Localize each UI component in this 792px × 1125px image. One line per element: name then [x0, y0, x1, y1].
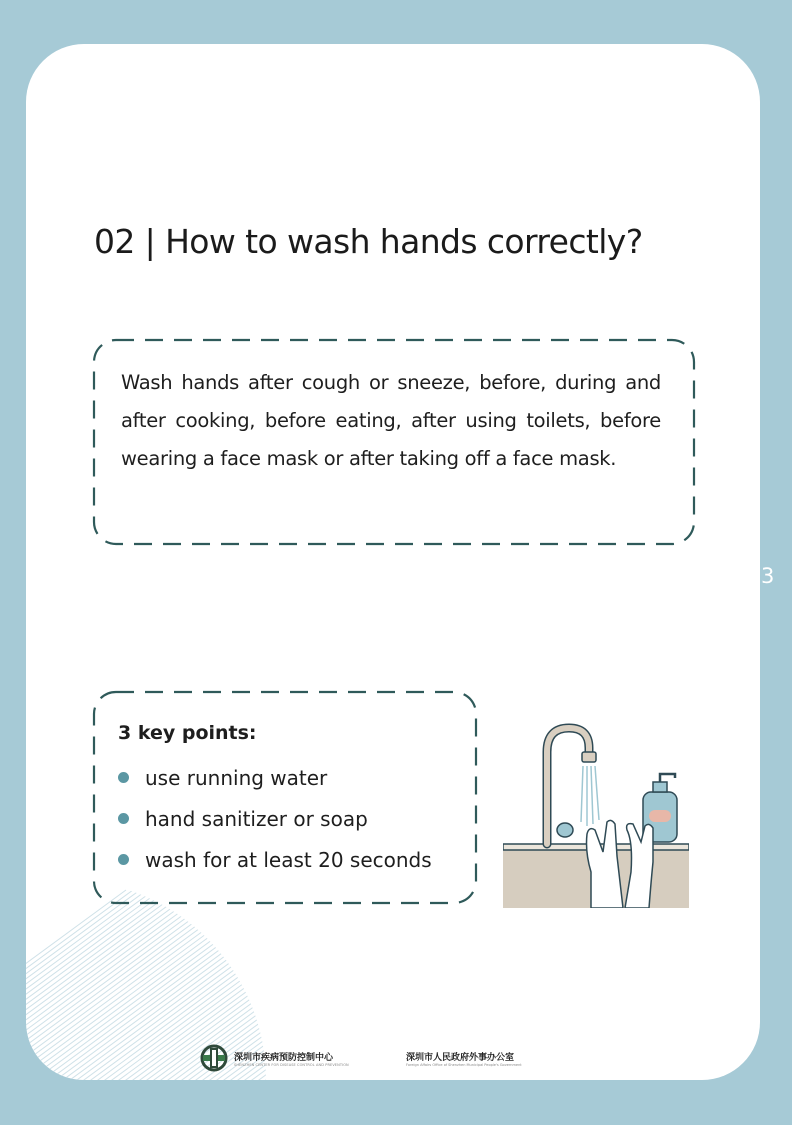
bullet-icon: [118, 813, 129, 824]
stripe-line: [26, 890, 224, 1080]
foreign-affairs-name: 深圳市人民政府外事办公室: [406, 1053, 515, 1063]
stripe-line: [26, 890, 133, 1080]
key-points-list: [116, 764, 432, 887]
page-number: 13: [746, 564, 776, 588]
cdc-emblem-icon: [200, 1044, 228, 1072]
intro-box: [92, 338, 696, 546]
foreign-affairs-logo: [406, 1050, 522, 1067]
key-point-text: use running water: [145, 766, 328, 790]
key-point-text: wash for at least 20 seconds: [145, 848, 432, 872]
cdc-subtitle: SHENZHEN CENTER FOR DISEASE CONTROL AND PREVENTION: [234, 1062, 349, 1067]
bullet-icon: [118, 772, 129, 783]
section-title: 02 | How to wash hands correctly?: [94, 222, 643, 261]
cdc-logo: [200, 1044, 349, 1072]
key-point-text: hand sanitizer or soap: [145, 807, 368, 831]
list-item: [116, 805, 432, 846]
bullet-icon: [118, 854, 129, 865]
cdc-name: 深圳市疾病预防控制中心: [234, 1052, 334, 1063]
list-item: [116, 764, 432, 805]
stripe-line: [26, 890, 168, 1080]
key-points-box: [92, 690, 478, 905]
page-card: [26, 44, 760, 1080]
handwashing-illustration-icon: [503, 722, 689, 908]
stripe-line: [26, 890, 126, 1080]
foreign-affairs-subtitle: Foreign Affairs Office of Shenzhen Municipal People's Government: [406, 1063, 522, 1067]
list-item: [116, 846, 432, 887]
intro-text: Wash hands after cough or sneeze, before, during and after cooking, before eating, after using toilets, before wearing a face mask or after taking off a face mask.: [121, 371, 661, 470]
key-points-heading: 3 key points:: [118, 722, 257, 744]
